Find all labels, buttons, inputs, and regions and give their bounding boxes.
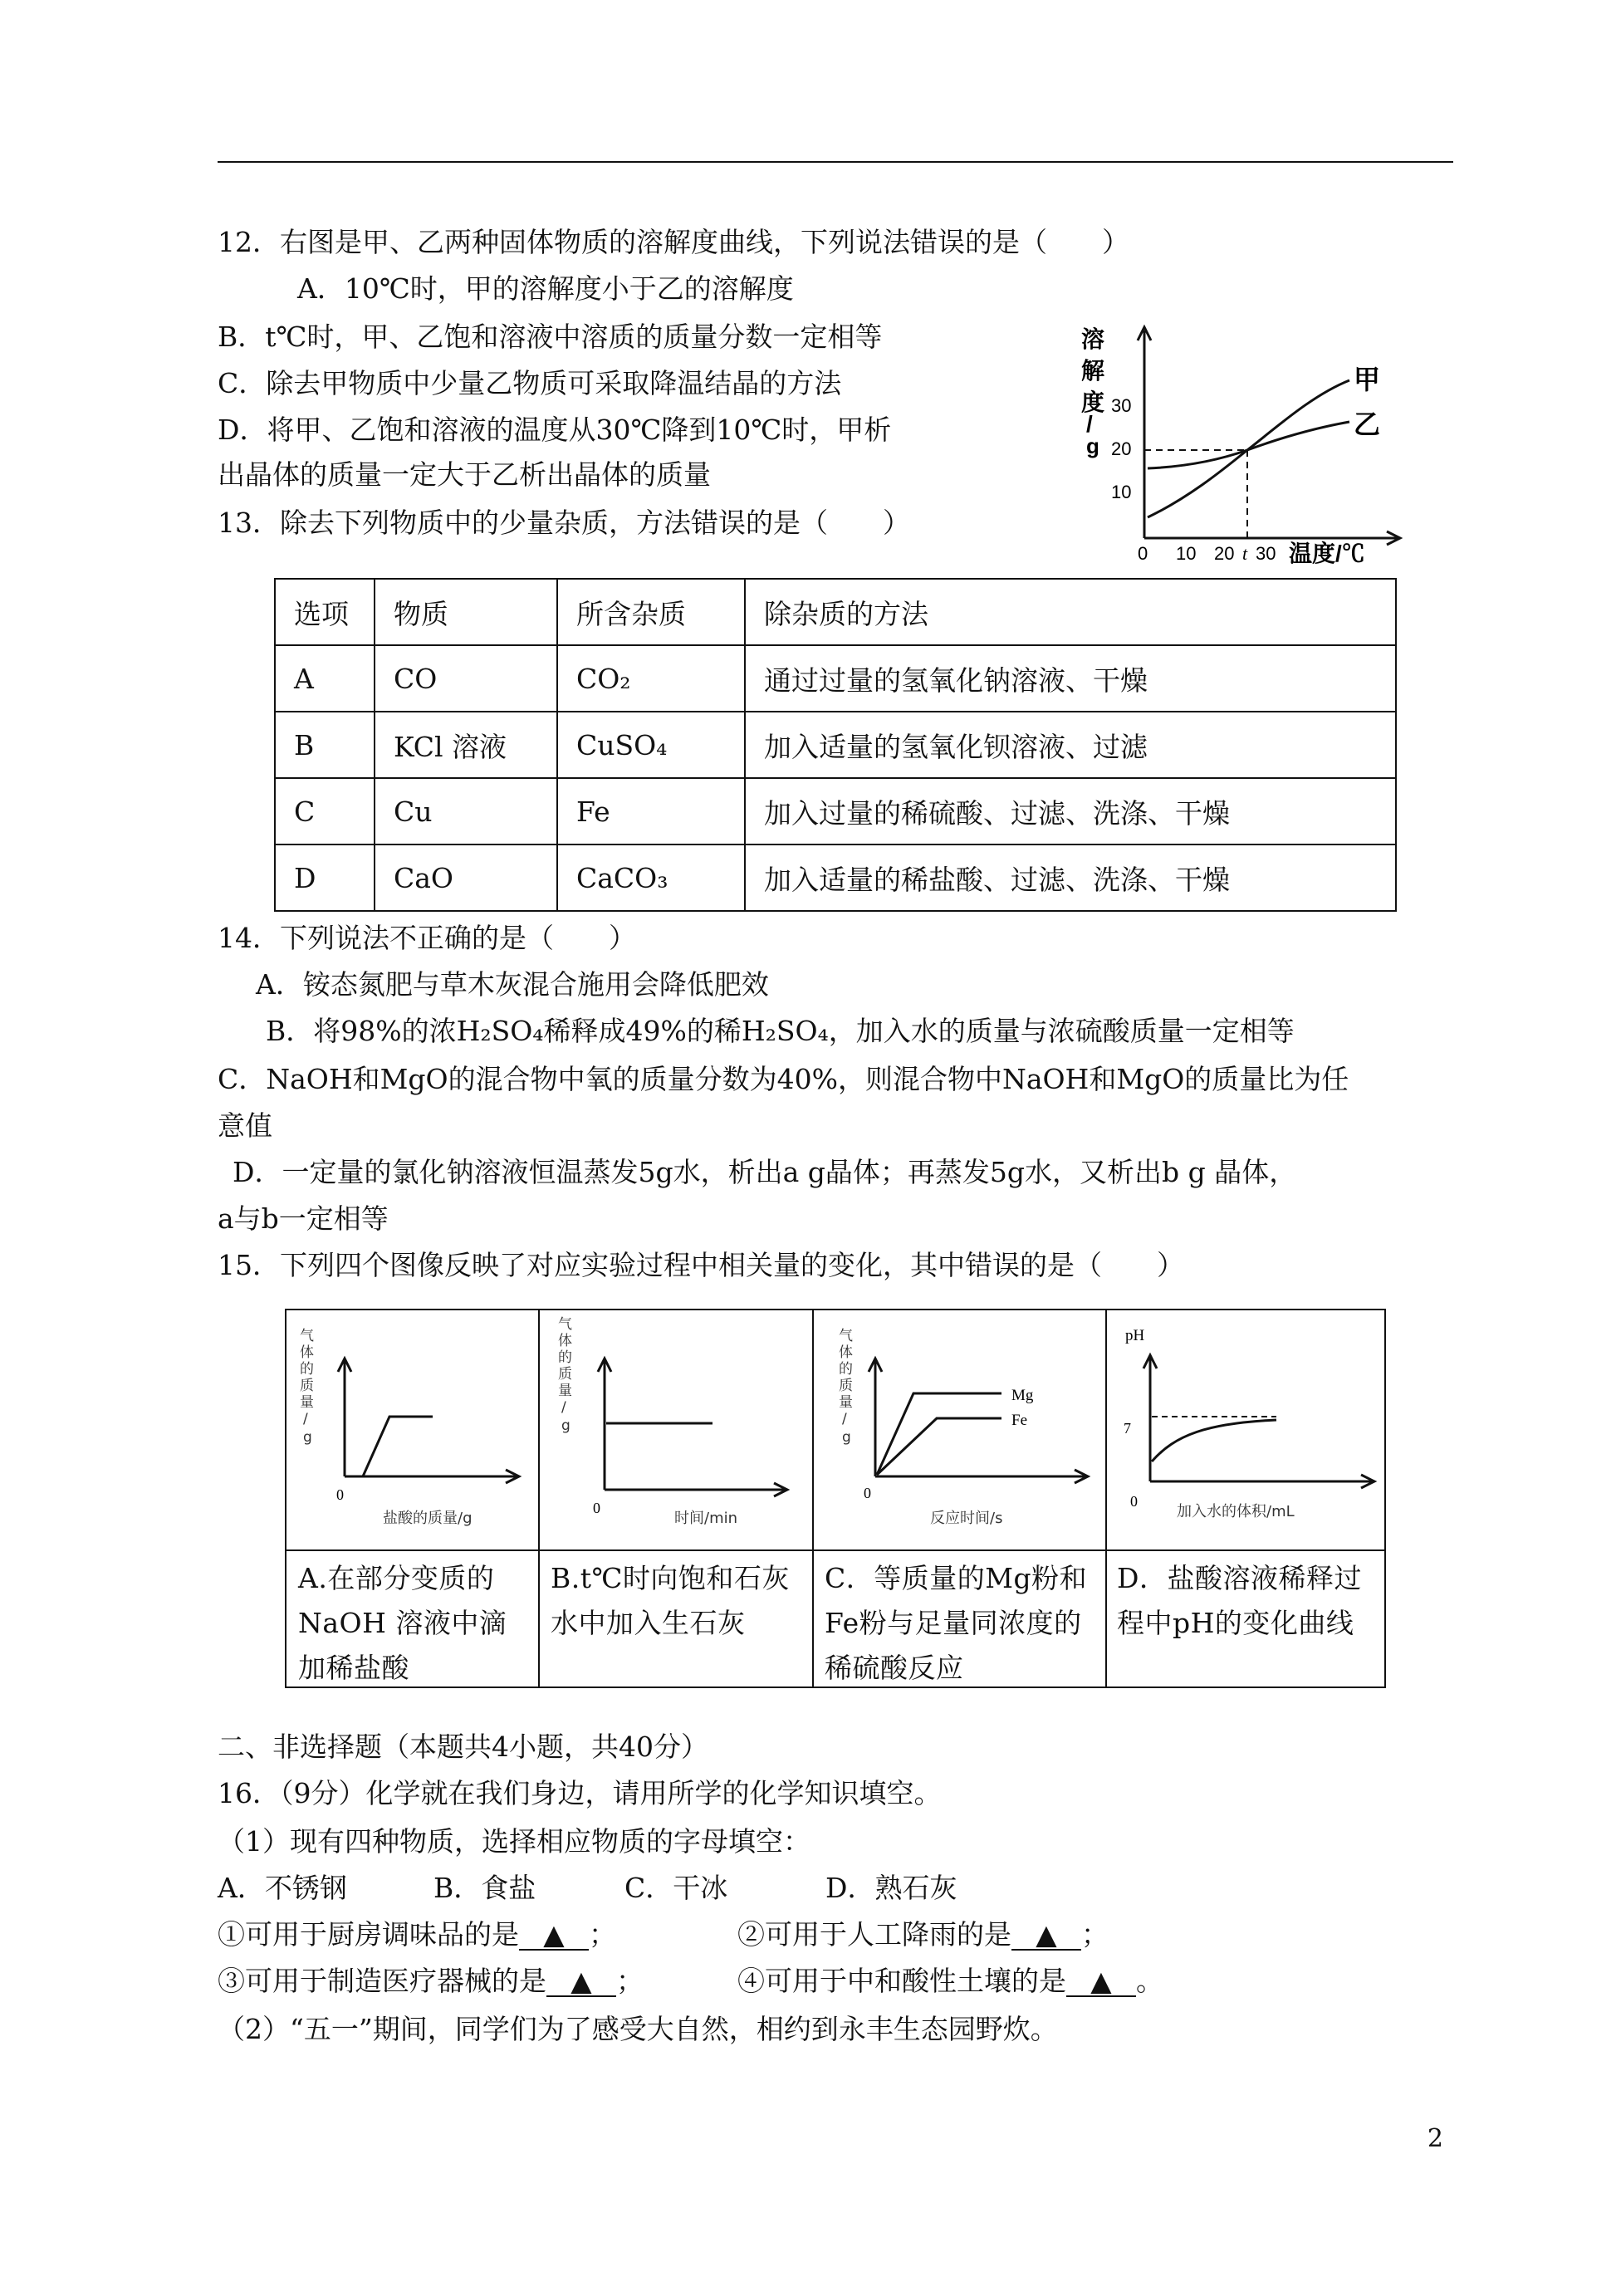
chart-curve-yi [1148,422,1349,468]
svg-text:的: 的 [300,1361,314,1378]
chart-xtick-10: 10 [1176,543,1197,564]
graph-c-xlabel: 反应时间/s [930,1510,1003,1527]
solubility-curve-chart [1071,314,1403,571]
graph-d-origin: 0 [1130,1493,1138,1510]
q16-item-3-text: ③可用于制造医疗器械的是 [218,1965,546,1997]
svg-text:/: / [561,1399,566,1416]
graph-b-origin: 0 [593,1500,600,1516]
q16-item-3: ③可用于制造医疗器械的是 ▲ ； [218,1965,644,1997]
q16-item-2-text: ②可用于人工降雨的是 [737,1918,1011,1951]
graph-b-xlabel: 时间/min [674,1510,738,1527]
chart-ytick-30: 30 [1111,395,1132,416]
q12-option-b: B．t℃时，甲、乙饱和溶液中溶质的质量分数一定相等 [218,321,883,353]
chart-xtick-0: 0 [1138,543,1148,564]
table-header: 除杂质的方法 [745,579,1396,645]
graph-d-xlabel: 加入水的体积/mL [1177,1503,1295,1520]
table-cell: CO [375,645,557,712]
svg-text:/: / [303,1411,308,1427]
chart-xlabel: 温度/℃ [1289,541,1365,566]
chart-ytick-10: 10 [1111,482,1132,502]
answer-blank-3[interactable]: ▲ [546,1967,616,1997]
table-cell: C [275,778,375,844]
q16-part2: （2）“五一”期间，同学们为了感受大自然，相约到永丰生态园野炊。 [218,2013,1058,2045]
svg-text:的: 的 [558,1349,572,1366]
graph-a [286,1310,536,1549]
graph-c-caption: C．等质量的Mg粉和Fe粉与足量同浓度的稀硫酸反应 [825,1562,1088,1684]
chart-ylabel-3: / [1086,411,1093,437]
table-row [275,778,1396,844]
table-cell: KCl 溶液 [375,712,557,778]
table-cell: CaO [375,844,557,911]
graph-d-ylabel: pH [1125,1327,1145,1344]
graph-c [814,1310,1104,1549]
chart-xtick-30: 30 [1256,543,1276,564]
table-row [275,645,1396,712]
page-number: 2 [1427,2124,1443,2153]
answer-blank-2[interactable]: ▲ [1011,1921,1081,1951]
graph-d-caption: D．盐酸溶液稀释过程中pH的变化曲线 [1117,1562,1362,1639]
chart-ylabel-0: 溶 [1081,326,1105,352]
q15-stem: 15．下列四个图像反映了对应实验过程中相关量的变化，其中错误的是（ ） [218,1249,1184,1281]
section2-title: 二、非选择题（本题共4小题，共40分） [218,1731,708,1763]
svg-text:体: 体 [558,1333,572,1349]
svg-text:质: 质 [300,1378,314,1394]
table-header: 选项 [275,579,375,645]
chart-ylabel-1: 解 [1081,358,1105,384]
q16-option-d: D．熟石灰 [825,1872,957,1904]
q14-stem: 14．下列说法不正确的是（ ） [218,922,636,954]
table-row [275,844,1396,911]
svg-text:质: 质 [558,1366,572,1383]
table-cell: Fe [557,778,745,844]
svg-text:g: g [303,1429,312,1446]
answer-blank-1[interactable]: ▲ [519,1921,589,1951]
svg-text:的: 的 [839,1361,853,1378]
header-rule [218,161,1453,163]
graph-a-line [363,1417,433,1476]
q16-item-4: ④可用于中和酸性土壤的是 ▲ 。 [737,1965,1163,1997]
q16-part1: （1）现有四种物质，选择相应物质的字母填空： [218,1825,810,1858]
graph-a-caption: A.在部分变质的NaOH 溶液中滴加稀盐酸 [298,1562,507,1684]
table-cell: Cu [375,778,557,844]
q16-option-a: A．不锈钢 [218,1872,347,1904]
svg-text:体: 体 [300,1344,314,1361]
svg-text:质: 质 [839,1378,853,1394]
q13-table [274,578,1397,912]
graph-d-curve [1152,1420,1276,1461]
chart-ylabel-2: 度 [1081,389,1105,415]
q12-option-c: C．除去甲物质中少量乙物质可采取降温结晶的方法 [218,367,842,399]
graph-b-caption: B.t℃时向饱和石灰水中加入生石灰 [551,1562,790,1639]
q16-option-c: C．干冰 [624,1872,728,1904]
table-cell: CuSO₄ [557,712,745,778]
graph-c-series-mg: Mg [1011,1387,1034,1404]
graph-b [540,1310,812,1549]
q12-option-d-line2: 出晶体的质量一定大于乙析出晶体的质量 [218,458,711,491]
q14-option-b: B．将98%的浓H₂SO₄稀释成49%的稀H₂SO₄，加入水的质量与浓硫酸质量一定相等 [266,1015,1295,1047]
graph-d [1107,1310,1384,1549]
svg-text:量: 量 [558,1383,572,1399]
answer-blank-4[interactable]: ▲ [1066,1967,1136,1997]
chart-series-yi: 乙 [1354,409,1381,440]
table-cell: 通过过量的氢氧化钠溶液、干燥 [745,645,1396,712]
table-cell: B [275,712,375,778]
svg-text:/: / [842,1411,847,1427]
table-cell: 加入适量的稀盐酸、过滤、洗涤、干燥 [745,844,1396,911]
q16-item-1: ①可用于厨房调味品的是 ▲ ； [218,1918,616,1951]
table-header: 物质 [375,579,557,645]
table-row [275,712,1396,778]
table-cell: A [275,645,375,712]
table-cell: 加入适量的氢氧化钡溶液、过滤 [745,712,1396,778]
table-header: 所含杂质 [557,579,745,645]
q16-option-b: B．食盐 [433,1872,536,1904]
svg-text:量: 量 [839,1394,853,1411]
svg-text:g: g [842,1429,851,1446]
graph-caption-divider [286,1549,1384,1551]
q12-option-a: A．10℃时，甲的溶解度小于乙的溶解度 [297,272,794,305]
table-cell: D [275,844,375,911]
svg-text:量: 量 [300,1394,314,1411]
q12-option-d-line1: D．将甲、乙饱和溶液的温度从30℃降到10℃时，甲析 [218,414,892,446]
chart-ylabel-4: g [1086,433,1099,458]
svg-text:气: 气 [558,1316,572,1333]
table-cell: CO₂ [557,645,745,712]
chart-ytick-20: 20 [1111,438,1132,459]
q14-option-a: A．铵态氮肥与草木灰混合施用会降低肥效 [256,968,769,1001]
q14-option-c-line1: C．NaOH和MgO的混合物中氧的质量分数为40%，则混合物中NaOH和MgO的质量比为任 [218,1063,1349,1095]
q16-item-4-text: ④可用于中和酸性土壤的是 [737,1965,1066,1997]
chart-xtick-t: t [1242,543,1248,564]
table-cell: CaCO₃ [557,844,745,911]
q13-stem: 13．除去下列物质中的少量杂质，方法错误的是（ ） [218,507,910,539]
svg-text:g: g [561,1417,570,1434]
graph-d-ytick: 7 [1124,1420,1131,1437]
graph-c-line-fe [877,1418,1001,1475]
chart-xtick-20: 20 [1214,543,1235,564]
svg-text:气: 气 [300,1328,314,1344]
q16-item-1-text: ①可用于厨房调味品的是 [218,1918,519,1951]
graph-c-origin: 0 [864,1485,871,1501]
table-header-row [275,579,1396,645]
q14-option-d-line2: a与b一定相等 [218,1202,389,1235]
chart-series-jia: 甲 [1354,364,1381,395]
q14-option-c-line2: 意值 [218,1109,272,1142]
table-cell: 加入过量的稀硫酸、过滤、洗涤、干燥 [745,778,1396,844]
svg-text:气: 气 [839,1328,853,1344]
q12-stem: 12．右图是甲、乙两种固体物质的溶解度曲线，下列说法错误的是（ ） [218,226,1129,258]
q16-stem: 16．（9分）化学就在我们身边，请用所学的化学知识填空。 [218,1777,942,1809]
graph-a-xlabel: 盐酸的质量/g [383,1510,473,1527]
q16-item-2: ②可用于人工降雨的是 ▲ ； [737,1918,1109,1951]
graph-a-origin: 0 [336,1486,344,1503]
svg-text:体: 体 [839,1344,853,1361]
graph-c-series-fe: Fe [1011,1412,1027,1429]
graph-c-line-mg [877,1393,1001,1475]
q14-option-d-line1: D．一定量的氯化钠溶液恒温蒸发5g水，析出a g晶体；再蒸发5g水，又析出b g 晶体， [233,1156,1297,1188]
q15-graph-table [285,1309,1386,1688]
